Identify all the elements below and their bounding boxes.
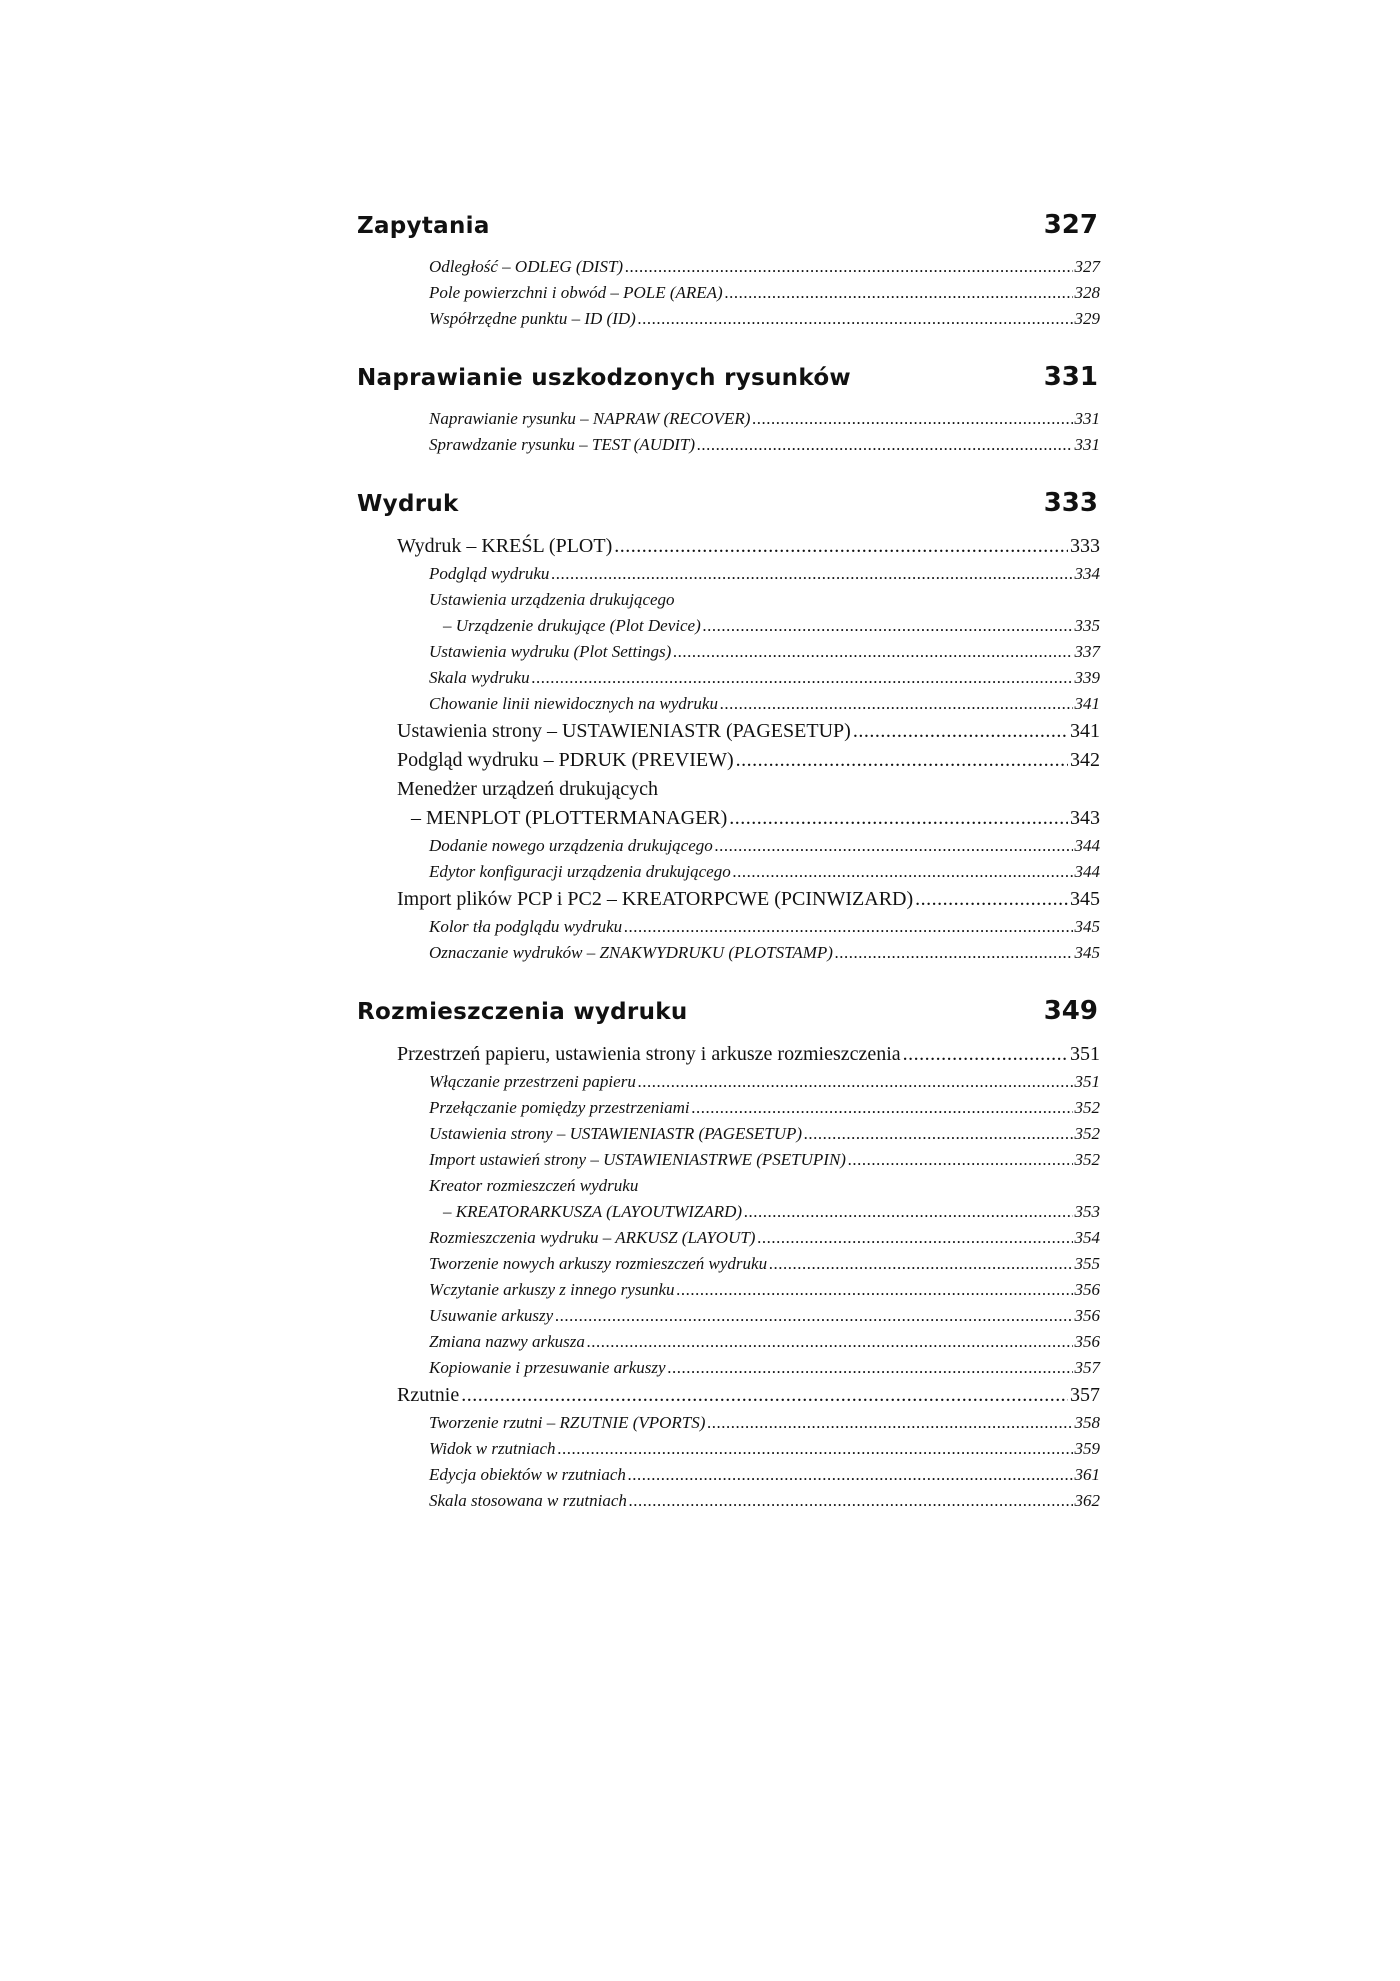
toc-entry[interactable]: [357, 1436, 1100, 1462]
entry-title: Oznaczanie wydruków – ZNAKWYDRUKU (PLOTSTAMP): [429, 943, 833, 962]
toc-section: [357, 488, 1100, 966]
entry-title: Przestrzeń papieru, ustawienia strony i arkusze rozmieszczenia: [397, 1043, 901, 1065]
entry-title: Usuwanie arkuszy: [429, 1306, 554, 1325]
toc-entry[interactable]: [357, 532, 1100, 561]
section-page-number: 327: [1043, 210, 1098, 240]
section-page-number: 349: [1043, 996, 1098, 1026]
dot-leader: [729, 804, 1068, 833]
dot-leader: [587, 1329, 1073, 1355]
entry-page-number: 352: [1074, 1150, 1100, 1169]
dot-leader: [624, 914, 1072, 940]
dot-leader: [707, 1410, 1072, 1436]
entry-page-number: 353: [1074, 1202, 1100, 1221]
entry-page-number: 335: [1074, 616, 1100, 635]
toc-entry[interactable]: [357, 1095, 1100, 1121]
section-gap: [357, 332, 1100, 362]
toc-entry[interactable]: [357, 1462, 1100, 1488]
entry-title: Skala wydruku: [429, 668, 530, 687]
entry-title: Odległość – ODLEG (DIST): [429, 257, 624, 276]
entry-title: Pole powierzchni i obwód – POLE (AREA): [429, 283, 723, 302]
toc-entry[interactable]: [357, 1225, 1100, 1251]
entry-title: Import plików PCP i PC2 – KREATORPCWE (PCINWIZARD): [397, 888, 914, 910]
toc-entry[interactable]: [357, 561, 1100, 587]
dot-leader: [697, 432, 1072, 458]
dot-leader: [720, 691, 1073, 717]
entry-title: Kolor tła podglądu wydruku: [429, 917, 623, 936]
dot-leader: [715, 833, 1073, 859]
entry-title: Edycja obiektów w rzutniach: [429, 1465, 626, 1484]
section-title: Zapytania: [357, 213, 490, 239]
toc-entry[interactable]: [357, 833, 1100, 859]
entry-title: Skala stosowana w rzutniach: [429, 1491, 627, 1510]
toc-section: [357, 362, 1100, 458]
entry-title: Wydruk – KREŚL (PLOT): [397, 535, 613, 557]
toc-entry[interactable]: [357, 940, 1100, 966]
entry-title: Rzutnie: [397, 1384, 460, 1406]
entry-page-number: 341: [1074, 694, 1100, 713]
entry-title: Rozmieszczenia wydruku – ARKUSZ (LAYOUT): [429, 1228, 756, 1247]
dot-leader: [614, 532, 1068, 561]
entry-page-number: 331: [1074, 409, 1100, 428]
dot-leader: [757, 1225, 1072, 1251]
entry-title: Włączanie przestrzeni papieru: [429, 1072, 636, 1091]
entry-title: Tworzenie rzutni – RZUTNIE (VPORTS): [429, 1413, 706, 1432]
dot-leader: [703, 613, 1073, 639]
entry-page-number: 333: [1070, 535, 1100, 557]
dot-leader: [673, 639, 1072, 665]
section-gap: [357, 458, 1100, 488]
toc-entry[interactable]: [357, 613, 1100, 639]
toc-entry[interactable]: [357, 1410, 1100, 1436]
section-title: Naprawianie uszkodzonych rysunków: [357, 365, 851, 391]
toc-entry[interactable]: [357, 1329, 1100, 1355]
toc-entry[interactable]: [357, 717, 1100, 746]
entry-page-number: 328: [1074, 283, 1100, 302]
entry-title: Tworzenie nowych arkuszy rozmieszczeń wydruku: [429, 1254, 768, 1273]
toc-entry[interactable]: [357, 280, 1100, 306]
entry-title: Podgląd wydruku: [429, 564, 550, 583]
entry-title: Ustawienia wydruku (Plot Settings): [429, 642, 672, 661]
entry-page-number: 339: [1074, 668, 1100, 687]
toc-section: [357, 996, 1100, 1514]
entry-page-number: 345: [1070, 888, 1100, 910]
entry-title: Sprawdzanie rysunku – TEST (AUDIT): [429, 435, 696, 454]
dot-leader: [744, 1199, 1072, 1225]
entry-title: Przełączanie pomiędzy przestrzeniami: [429, 1098, 690, 1117]
entry-page-number: 359: [1074, 1439, 1100, 1458]
dot-leader: [555, 1303, 1072, 1329]
entry-page-number: 352: [1074, 1098, 1100, 1117]
dot-leader: [725, 280, 1073, 306]
dot-leader: [835, 940, 1073, 966]
entry-page-number: 351: [1070, 1043, 1100, 1065]
section-title: Rozmieszczenia wydruku: [357, 999, 688, 1025]
dot-leader: [804, 1121, 1072, 1147]
entry-page-number: 344: [1074, 862, 1100, 881]
toc-entry[interactable]: [357, 746, 1100, 775]
dot-leader: [638, 1069, 1073, 1095]
section-heading: [357, 488, 1100, 528]
entry-page-number: 337: [1074, 642, 1100, 661]
toc-entry[interactable]: [357, 639, 1100, 665]
entry-title: Naprawianie rysunku – NAPRAW (RECOVER): [429, 409, 751, 428]
entry-title: – MENPLOT (PLOTTERMANAGER): [411, 807, 728, 829]
section-page-number: 331: [1043, 362, 1098, 392]
toc-entry[interactable]: [357, 1121, 1100, 1147]
toc-entry[interactable]: [357, 1277, 1100, 1303]
entry-page-number: 334: [1074, 564, 1100, 583]
toc-entry[interactable]: [357, 859, 1100, 885]
toc-section: [357, 210, 1100, 332]
entry-title: Menedżer urządzeń drukujących: [397, 778, 658, 800]
section-gap: [357, 966, 1100, 996]
entry-page-number: 355: [1074, 1254, 1100, 1273]
entry-title: Podgląd wydruku – PDRUK (PREVIEW): [397, 749, 734, 771]
toc-entry[interactable]: [357, 1488, 1100, 1514]
toc-entry[interactable]: [357, 885, 1100, 914]
entry-title: Zmiana nazwy arkusza: [429, 1332, 585, 1351]
entry-title: Współrzędne punktu – ID (ID): [429, 309, 636, 328]
entry-page-number: 351: [1074, 1072, 1100, 1091]
entry-title: Kopiowanie i przesuwanie arkuszy: [429, 1358, 666, 1377]
dot-leader: [903, 1040, 1068, 1069]
entry-title: – Urządzenie drukujące (Plot Device): [443, 616, 701, 635]
entry-page-number: 356: [1074, 1332, 1100, 1351]
toc-entry[interactable]: [357, 1040, 1100, 1069]
entry-page-number: 331: [1074, 435, 1100, 454]
dot-leader: [692, 1095, 1073, 1121]
dot-leader: [638, 306, 1073, 332]
toc-entry[interactable]: [357, 1303, 1100, 1329]
dot-leader: [558, 1436, 1073, 1462]
toc-entry[interactable]: [357, 1251, 1100, 1277]
toc-entry[interactable]: [357, 1199, 1100, 1225]
toc-entry[interactable]: [357, 1069, 1100, 1095]
toc-entry[interactable]: [357, 254, 1100, 280]
entry-page-number: 352: [1074, 1124, 1100, 1143]
dot-leader: [551, 561, 1072, 587]
toc-entry[interactable]: [357, 1355, 1100, 1381]
entry-page-number: 362: [1074, 1491, 1100, 1510]
section-heading: [357, 996, 1100, 1036]
entry-title: Chowanie linii niewidocznych na wydruku: [429, 694, 718, 713]
entry-page-number: 329: [1074, 309, 1100, 328]
dot-leader: [629, 1488, 1073, 1514]
entry-page-number: 357: [1074, 1358, 1100, 1377]
dot-leader: [532, 665, 1073, 691]
entry-page-number: 344: [1074, 836, 1100, 855]
entry-title: Wczytanie arkuszy z innego rysunku: [429, 1280, 675, 1299]
dot-leader: [769, 1251, 1072, 1277]
entry-page-number: 345: [1074, 943, 1100, 962]
dot-leader: [733, 859, 1073, 885]
toc-entry[interactable]: [357, 1173, 1100, 1199]
entry-page-number: 343: [1070, 807, 1100, 829]
dot-leader: [625, 254, 1072, 280]
dot-leader: [628, 1462, 1073, 1488]
entry-title: Import ustawień strony – USTAWIENIASTRWE (PSETUPIN): [429, 1150, 846, 1169]
entry-page-number: 358: [1074, 1413, 1100, 1432]
entry-page-number: 357: [1070, 1384, 1100, 1406]
entry-title: Dodanie nowego urządzenia drukującego: [429, 836, 713, 855]
dot-leader: [736, 746, 1068, 775]
entry-title: Ustawienia strony – USTAWIENIASTR (PAGESETUP): [397, 720, 851, 742]
entry-title: Ustawienia urządzenia drukującego: [429, 590, 675, 609]
entry-page-number: 356: [1074, 1280, 1100, 1299]
toc-entry[interactable]: [357, 914, 1100, 940]
entry-title: Kreator rozmieszczeń wydruku: [429, 1176, 639, 1195]
toc-entry[interactable]: [357, 306, 1100, 332]
dot-leader: [677, 1277, 1073, 1303]
entry-page-number: 327: [1074, 257, 1100, 276]
entry-page-number: 356: [1074, 1306, 1100, 1325]
dot-leader: [848, 1147, 1073, 1173]
toc-entry[interactable]: [357, 587, 1100, 613]
dot-leader: [461, 1381, 1068, 1410]
entry-page-number: 345: [1074, 917, 1100, 936]
toc-entry[interactable]: [357, 1147, 1100, 1173]
dot-leader: [915, 885, 1068, 914]
section-heading: [357, 210, 1100, 250]
toc-entry[interactable]: [357, 665, 1100, 691]
entry-title: Edytor konfiguracji urządzenia drukującego: [429, 862, 731, 881]
toc-entry[interactable]: [357, 775, 1100, 804]
toc-entry[interactable]: [357, 432, 1100, 458]
entry-page-number: 341: [1070, 720, 1100, 742]
section-page-number: 333: [1043, 488, 1098, 518]
dot-leader: [752, 406, 1072, 432]
dot-leader: [668, 1355, 1073, 1381]
entry-page-number: 342: [1070, 749, 1100, 771]
entry-title: Ustawienia strony – USTAWIENIASTR (PAGESETUP): [429, 1124, 803, 1143]
toc-entry[interactable]: [357, 406, 1100, 432]
dot-leader: [853, 717, 1068, 746]
entry-page-number: 361: [1074, 1465, 1100, 1484]
section-title: Wydruk: [357, 491, 459, 517]
entry-page-number: 354: [1074, 1228, 1100, 1247]
toc-entry[interactable]: [357, 691, 1100, 717]
table-of-contents: [357, 210, 1100, 1514]
entry-title: – KREATORARKUSZA (LAYOUTWIZARD): [443, 1202, 743, 1221]
toc-entry[interactable]: [357, 1381, 1100, 1410]
toc-entry[interactable]: [357, 804, 1100, 833]
section-heading: [357, 362, 1100, 402]
entry-title: Widok w rzutniach: [429, 1439, 556, 1458]
